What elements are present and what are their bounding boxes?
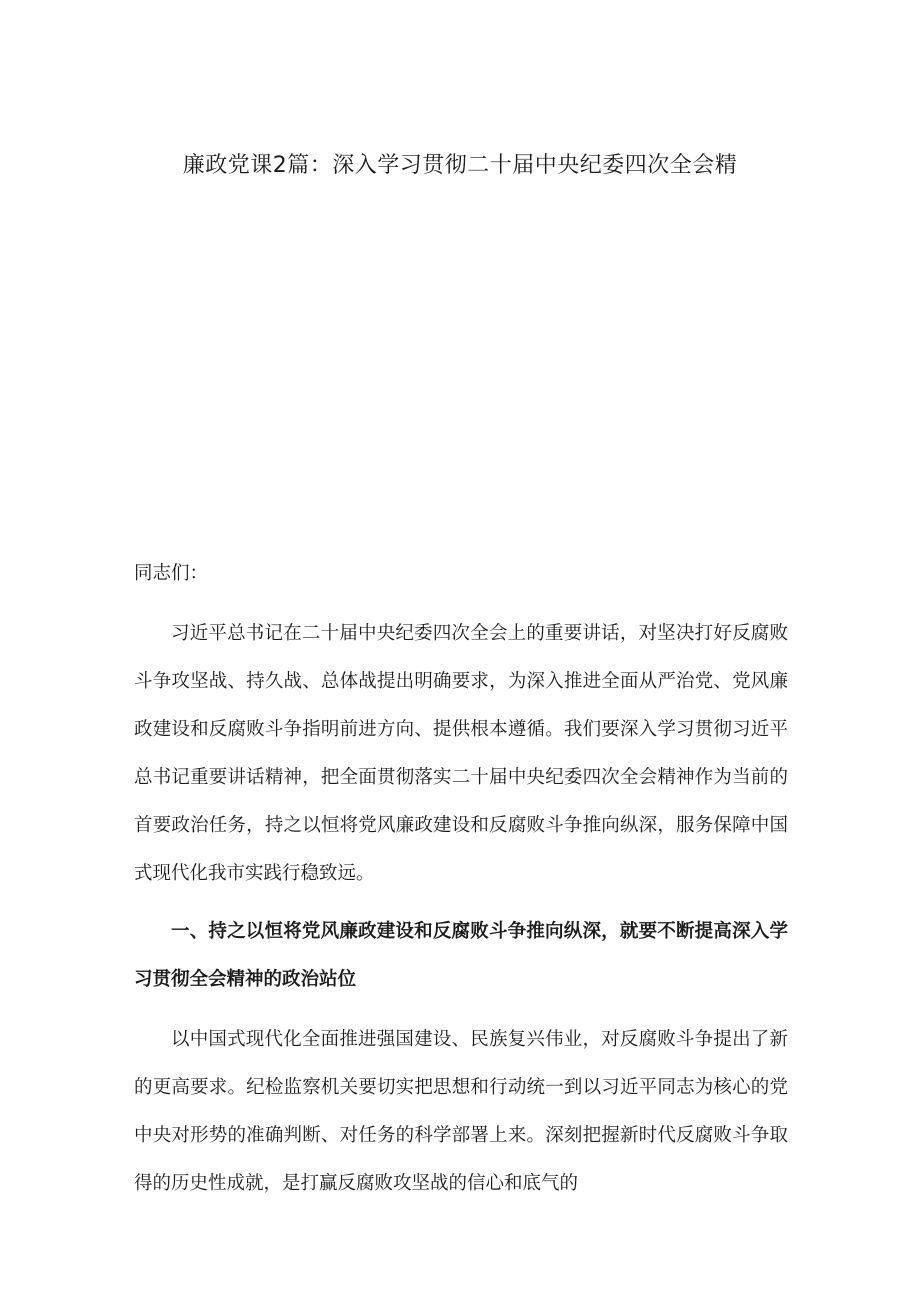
section-heading-1: 一、持之以恒将党风廉政建设和反腐败斗争推向纵深，就要不断提高深入学习贯彻全会精神的政治站位 [134,921,788,990]
salutation: 同志们： [134,563,209,584]
paragraph-section-1: 以中国式现代化全面推进强国建设、民族复兴伟业，对反腐败斗争提出了新的更高要求。纪检监察机关要切实把思想和行动统一到以习近平同志为核心的党中央对形势的准确判断、对任务的科学部署上来。深刻把握新时代反腐败斗争取得的历史性成就，是打赢反腐败攻坚战的信心和底气的 [134,1029,788,1194]
document-title: 廉政党课2篇：深入学习贯彻二十届中央纪委四次全会精 [182,153,738,178]
paragraph-intro: 习近平总书记在二十届中央纪委四次全会上的重要讲话，对坚决打好反腐败斗争攻坚战、持久战、总体战提出明确要求，为深入推进全面从严治党、党风廉政建设和反腐败斗争指明前进方向、提供根本遵循。我们要深入学习贯彻习近平总书记重要讲话精神，把全面贯彻落实二十届中央纪委四次全会精神作为当前的首要政治任务，持之以恒将党风廉政建设和反腐败斗争推向纵深，服务保障中国式现代化我市实践行稳致远。 [134,623,788,884]
